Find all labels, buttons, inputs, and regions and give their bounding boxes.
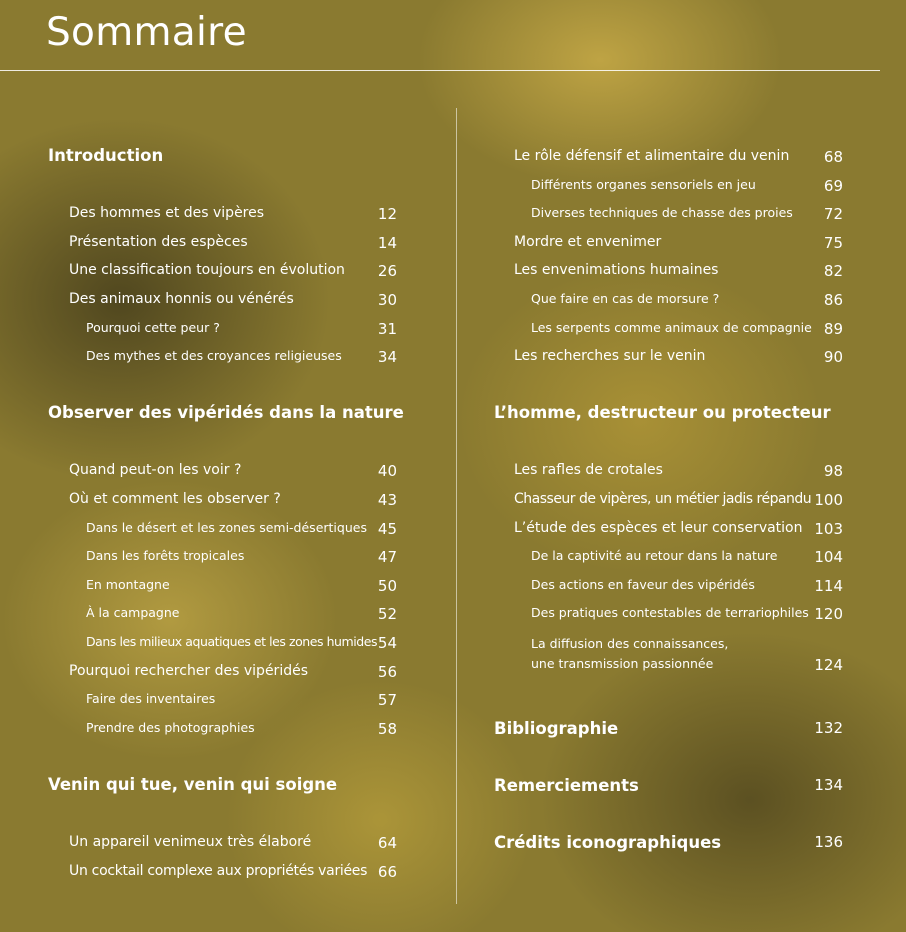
toc-subentry[interactable] xyxy=(86,634,397,652)
toc-subentry[interactable] xyxy=(531,291,843,309)
entry-title: Diverses techniques de chasse des proies xyxy=(531,205,793,220)
entry-title: Présentation des espèces xyxy=(69,234,248,250)
entry-title: Dans les forêts tropicales xyxy=(86,548,245,563)
entry-title-line: une transmission passionnée xyxy=(531,656,714,671)
section-title: Introduction xyxy=(48,146,164,165)
entry-title: Pourquoi rechercher des vipéridés xyxy=(69,663,308,679)
entry-page: 66 xyxy=(377,863,397,881)
entry-page: 14 xyxy=(377,234,397,252)
entry-title: Les envenimations humaines xyxy=(514,262,719,278)
title-rule xyxy=(0,70,880,71)
entry-page: 54 xyxy=(377,634,397,652)
entry-title: Des pratiques contestables de terrariophiles xyxy=(531,605,809,620)
entry-page: 103 xyxy=(814,520,843,538)
entry-title: Où et comment les observer ? xyxy=(69,491,281,507)
toc-entry[interactable] xyxy=(514,520,843,538)
entry-page: 114 xyxy=(814,577,843,595)
entry-title: Quand peut-on les voir ? xyxy=(69,462,242,478)
entry-title: Des hommes et des vipères xyxy=(69,205,265,221)
toc-subentry[interactable] xyxy=(531,634,843,674)
entry-title: Mordre et envenimer xyxy=(514,234,662,250)
toc-entry[interactable] xyxy=(69,834,397,852)
toc-entry[interactable] xyxy=(514,491,843,509)
entry-page: 31 xyxy=(377,320,397,338)
entry-page: 69 xyxy=(823,177,843,195)
toc-entry[interactable] xyxy=(514,234,843,252)
entry-title: Des actions en faveur des vipéridés xyxy=(531,577,755,592)
entry-title: Le rôle défensif et alimentaire du venin xyxy=(514,148,790,164)
entry-title: Dans les milieux aquatiques et les zones humides xyxy=(86,634,378,649)
toc-entry[interactable] xyxy=(514,262,843,280)
section-title: Crédits iconographiques xyxy=(494,833,722,852)
toc-subentry[interactable] xyxy=(531,605,843,623)
section-page: 132 xyxy=(814,719,843,737)
section-title: Observer des vipéridés dans la nature xyxy=(48,403,404,422)
entry-title: Chasseur de vipères, un métier jadis répandu xyxy=(514,491,812,507)
section-title: Bibliographie xyxy=(494,719,619,738)
entry-page: 89 xyxy=(823,320,843,338)
toc-section[interactable] xyxy=(494,403,843,422)
entry-title: Les recherches sur le venin xyxy=(514,348,706,364)
toc-subentry[interactable] xyxy=(86,691,397,709)
entry-title: Prendre des photographies xyxy=(86,720,255,735)
entry-title: Une classification toujours en évolution xyxy=(69,262,345,278)
toc-entry[interactable] xyxy=(69,462,397,480)
entry-page: 104 xyxy=(814,548,843,566)
toc-subentry[interactable] xyxy=(86,720,397,738)
toc-entry[interactable] xyxy=(69,663,397,681)
toc-entry[interactable] xyxy=(514,148,843,166)
entry-title: En montagne xyxy=(86,577,170,592)
entry-title: Que faire en cas de morsure ? xyxy=(531,291,720,306)
toc-entry[interactable] xyxy=(514,462,843,480)
toc-section[interactable] xyxy=(48,775,398,794)
entry-title: Différents organes sensoriels en jeu xyxy=(531,177,756,192)
entry-title: De la captivité au retour dans la nature xyxy=(531,548,778,563)
entry-page: 40 xyxy=(377,462,397,480)
entry-page: 47 xyxy=(377,548,397,566)
entry-title: À la campagne xyxy=(86,605,180,620)
entry-title: Des animaux honnis ou vénérés xyxy=(69,291,294,307)
toc-subentry[interactable] xyxy=(86,605,397,623)
toc-subentry[interactable] xyxy=(86,577,397,595)
page-title: Sommaire xyxy=(46,10,247,55)
entry-title: Faire des inventaires xyxy=(86,691,216,706)
toc-section[interactable] xyxy=(494,719,843,738)
entry-page: 64 xyxy=(377,834,397,852)
toc-entry[interactable] xyxy=(514,348,843,366)
entry-page: 120 xyxy=(814,605,843,623)
entry-title: Les serpents comme animaux de compagnie xyxy=(531,320,812,335)
toc-section[interactable] xyxy=(48,403,408,422)
column-divider xyxy=(456,108,457,904)
entry-page: 124 xyxy=(814,656,843,674)
toc-section[interactable] xyxy=(494,776,843,795)
entry-title-line: La diffusion des connaissances, xyxy=(531,636,729,651)
entry-title: Des mythes et des croyances religieuses xyxy=(86,348,342,363)
entry-page: 45 xyxy=(377,520,397,538)
toc-entry[interactable] xyxy=(69,205,397,223)
entry-title xyxy=(531,634,728,674)
toc-subentry[interactable] xyxy=(86,320,397,338)
entry-page: 98 xyxy=(823,462,843,480)
toc-subentry[interactable] xyxy=(531,577,843,595)
toc-subentry[interactable] xyxy=(531,177,843,195)
entry-title: Un appareil venimeux très élaboré xyxy=(69,834,312,850)
toc-entry[interactable] xyxy=(69,863,397,881)
toc-subentry[interactable] xyxy=(86,520,397,538)
toc-entry[interactable] xyxy=(69,491,397,509)
entry-page: 58 xyxy=(377,720,397,738)
toc-subentry[interactable] xyxy=(86,548,397,566)
toc-entry[interactable] xyxy=(69,291,397,309)
entry-page: 57 xyxy=(377,691,397,709)
entry-page: 75 xyxy=(823,234,843,252)
section-title: Venin qui tue, venin qui soigne xyxy=(48,775,338,794)
entry-page: 34 xyxy=(377,348,397,366)
entry-page: 52 xyxy=(377,605,397,623)
toc-subentry[interactable] xyxy=(531,548,843,566)
section-title: Remerciements xyxy=(494,776,639,795)
entry-title: Dans le désert et les zones semi-désertiques xyxy=(86,520,367,535)
entry-page: 86 xyxy=(823,291,843,309)
entry-page: 12 xyxy=(377,205,397,223)
section-page: 134 xyxy=(814,776,843,794)
entry-page: 56 xyxy=(377,663,397,681)
entry-title: Pourquoi cette peur ? xyxy=(86,320,220,335)
toc-section[interactable] xyxy=(494,833,843,852)
toc-subentry[interactable] xyxy=(531,320,843,338)
toc-section[interactable] xyxy=(48,146,398,165)
entry-page: 43 xyxy=(377,491,397,509)
toc-entry[interactable] xyxy=(69,262,397,280)
entry-page: 68 xyxy=(823,148,843,166)
entry-page: 30 xyxy=(377,291,397,309)
entry-page: 82 xyxy=(823,262,843,280)
entry-page: 90 xyxy=(823,348,843,366)
toc-subentry[interactable] xyxy=(86,348,397,366)
entry-page: 50 xyxy=(377,577,397,595)
section-title: L’homme, destructeur ou protecteur xyxy=(494,403,831,422)
entry-page: 26 xyxy=(377,262,397,280)
toc-entry[interactable] xyxy=(69,234,397,252)
section-page: 136 xyxy=(814,833,843,851)
entry-title: Un cocktail complexe aux propriétés variées xyxy=(69,863,368,879)
toc-subentry[interactable] xyxy=(531,205,843,223)
entry-title: Les rafles de crotales xyxy=(514,462,663,478)
entry-page: 100 xyxy=(814,491,843,509)
entry-title: L’étude des espèces et leur conservation xyxy=(514,520,803,536)
entry-page: 72 xyxy=(823,205,843,223)
